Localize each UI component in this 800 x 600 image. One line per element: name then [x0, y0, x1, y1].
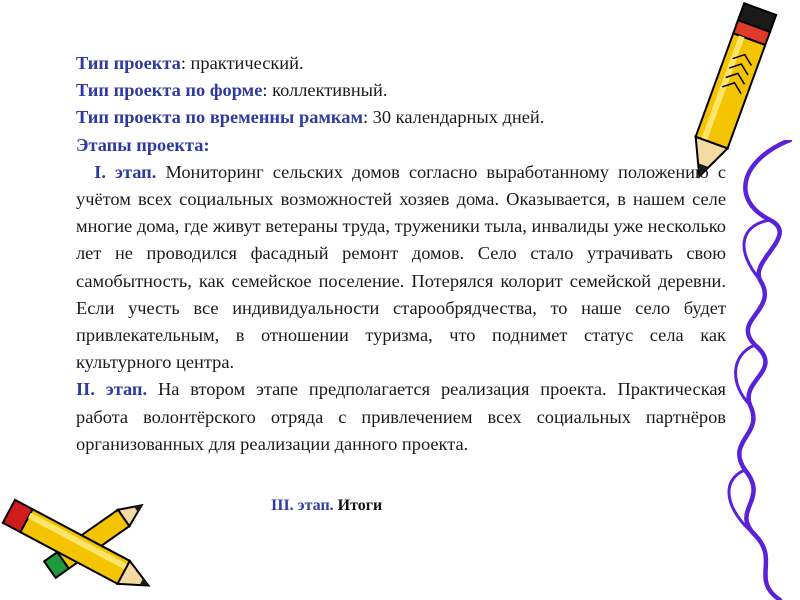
- stages-heading: Этапы проекта:: [76, 134, 210, 155]
- project-type-line: [76, 50, 726, 77]
- stage-2-label: II. этап.: [76, 379, 148, 400]
- stage-2-text: На втором этапе предполагается реализация проекта. Практическая работа волонтёрского отряда с привлечением всех социальных партнёров организованных для реализации данного проекта.: [76, 379, 726, 454]
- project-timeframe-line: [76, 104, 726, 131]
- stage-1-paragraph: [76, 159, 726, 377]
- project-type-label: Тип проекта: [76, 53, 181, 73]
- project-timeframe-label: Тип проекта по временны рамкам: [76, 107, 363, 128]
- project-type-value: : практический.: [180, 53, 304, 73]
- project-timeframe-value: : 30 календарных дней.: [362, 107, 545, 128]
- project-form-line: [76, 77, 726, 104]
- project-description: [76, 50, 726, 458]
- stage-3-label: III. этап.: [271, 497, 334, 514]
- stage-3-text: Итоги: [333, 497, 383, 514]
- pencils-icon: [0, 478, 170, 600]
- project-form-label: Тип проекта по форме: [76, 80, 263, 101]
- stage-2-paragraph: [76, 376, 726, 458]
- stage-3-line: [271, 496, 382, 516]
- stage-1-label: I. этап.: [94, 161, 157, 182]
- stage-1-text: Мониторинг сельских домов согласно выработанному положению с учётом всех социальных возможностей хозяев дома. Оказывается, в нашем селе многие дома, где живут ветераны труда, труженики тыла, инвалиды уже несколько лет не проводился фасадный ремонт домов. Село стало утрачивать свою самобытность, как семейское поселение. Потерялся колорит семейской деревни. Если учесть все индивидуальности старообрядчества, то наше село будет привлекательным, в отношении туризма, что поднимет статус села как культурного центра.: [76, 161, 726, 373]
- project-form-value: : коллективный.: [262, 80, 388, 101]
